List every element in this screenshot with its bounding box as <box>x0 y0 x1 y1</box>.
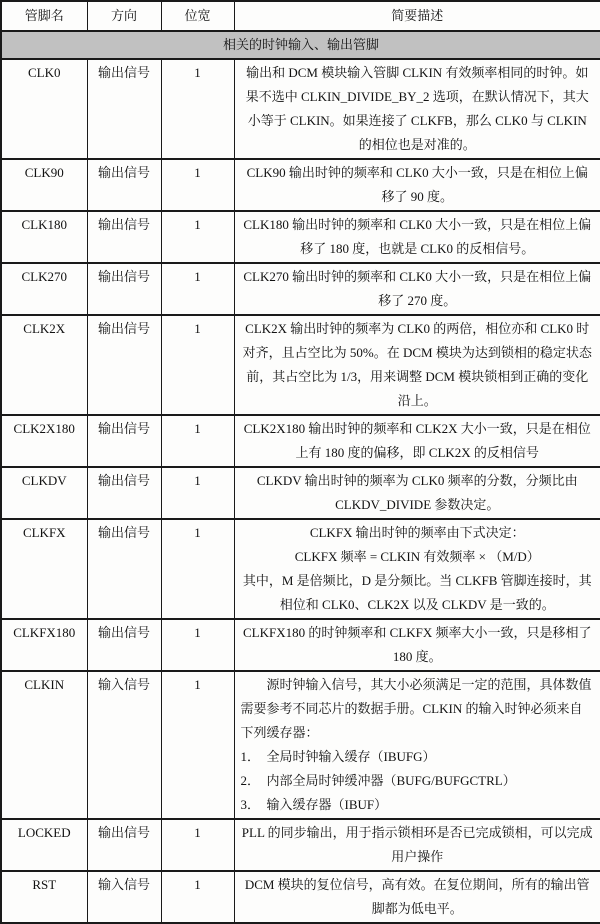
direction-cell: 输出信号 <box>87 819 161 871</box>
direction-cell: 输出信号 <box>87 467 161 519</box>
table-row <box>1 519 600 619</box>
pin-name-cell: CLKFX <box>1 519 87 619</box>
table-row <box>1 59 600 159</box>
table-row <box>1 315 600 415</box>
pin-name-cell: LOCKED <box>1 819 87 871</box>
description-cell <box>234 263 600 315</box>
column-header-bit-width: 位宽 <box>161 1 234 31</box>
bit-width-cell: 1 <box>161 263 234 315</box>
description-cell <box>234 619 600 671</box>
table-row <box>1 211 600 263</box>
description-paragraph: 2． 内部全局时钟缓冲器（BUFG/BUFGCTRL） <box>240 773 516 788</box>
description-paragraph: 输出和 DCM 模块输入管脚 CLKIN 有效频率相同的时钟。如果不选中 CLKIN_DIVIDE_BY_2 选项，在默认情况下，其大小等于 CLKIN。如果连接了 CLKFB，那么 CLK0 与 CLKIN 的相位也是对准的。 <box>245 65 589 152</box>
table-row <box>1 415 600 467</box>
bit-width-cell: 1 <box>161 519 234 619</box>
bit-width-cell: 1 <box>161 871 234 923</box>
pin-name-cell: CLK90 <box>1 159 87 211</box>
direction-cell: 输出信号 <box>87 59 161 159</box>
direction-cell: 输入信号 <box>87 871 161 923</box>
description-cell <box>234 671 600 819</box>
bit-width-cell: 1 <box>161 619 234 671</box>
table-row <box>1 619 600 671</box>
pin-name-cell: CLK180 <box>1 211 87 263</box>
direction-cell: 输出信号 <box>87 159 161 211</box>
description-cell <box>234 519 600 619</box>
description-cell <box>234 59 600 159</box>
description-paragraph: DCM 模块的复位信号，高有效。在复位期间，所有的输出管脚都为低电平。 <box>244 877 590 916</box>
pin-name-cell: CLK2X <box>1 315 87 415</box>
description-paragraph: 其中，M 是倍频比，D 是分频比。当 CLKFB 管脚连接时，其相位和 CLK0、CLK2X 以及 CLKDV 是一致的。 <box>242 573 592 612</box>
direction-cell: 输入信号 <box>87 671 161 819</box>
bit-width-cell: 1 <box>161 211 234 263</box>
column-header-pin-name: 管脚名 <box>1 1 87 31</box>
description-cell <box>234 211 600 263</box>
pin-name-cell: CLK2X180 <box>1 415 87 467</box>
direction-cell: 输出信号 <box>87 315 161 415</box>
bit-width-cell: 1 <box>161 819 234 871</box>
bit-width-cell: 1 <box>161 671 234 819</box>
description-cell <box>234 871 600 923</box>
direction-cell: 输出信号 <box>87 211 161 263</box>
table-row <box>1 671 600 819</box>
pin-name-cell: CLK270 <box>1 263 87 315</box>
table-row <box>1 871 600 923</box>
description-paragraph: CLK270 输出时钟的频率和 CLK0 大小一致，只是在相位上偏移了 270 度。 <box>243 269 592 308</box>
description-paragraph: 3． 输入缓存器（IBUF） <box>240 797 388 812</box>
table-row <box>1 467 600 519</box>
description-paragraph: CLK2X 输出时钟的频率为 CLK0 的两倍，相位亦和 CLK0 时对齐，且占空比为 50%。在 DCM 模块为达到锁相的稳定状态前，其占空比为 1/3，用来调整 DCM 模块锁相到正确的变化沿上。 <box>242 321 592 408</box>
bit-width-cell: 1 <box>161 159 234 211</box>
description-paragraph: CLK2X180 输出时钟的频率和 CLK2X 大小一致，只是在相位上有 180 度的偏移，即 CLK2X 的反相信号 <box>243 421 591 460</box>
bit-width-cell: 1 <box>161 467 234 519</box>
table-row <box>1 159 600 211</box>
pin-name-cell: CLK0 <box>1 59 87 159</box>
description-paragraph: CLK180 输出时钟的频率和 CLK0 大小一致，只是在相位上偏移了 180 度，也就是 CLK0 的反相信号。 <box>243 217 592 256</box>
description-paragraph: 1． 全局时钟输入缓存（IBUFG） <box>240 749 436 764</box>
description-paragraph: CLKDV 输出时钟的频率为 CLK0 频率的分数，分频比由 CLKDV_DIVIDE 参数决定。 <box>256 473 578 512</box>
table-row <box>1 263 600 315</box>
direction-cell: 输出信号 <box>87 263 161 315</box>
description-paragraph: CLK90 输出时钟的频率和 CLK0 大小一致，只是在相位上偏移了 90 度。 <box>246 165 588 204</box>
pin-name-cell: CLKFX180 <box>1 619 87 671</box>
direction-cell: 输出信号 <box>87 619 161 671</box>
pin-name-cell: CLKIN <box>1 671 87 819</box>
pin-name-cell: RST <box>1 871 87 923</box>
description-cell <box>234 415 600 467</box>
description-cell <box>234 819 600 871</box>
column-header-direction: 方向 <box>87 1 161 31</box>
bit-width-cell: 1 <box>161 415 234 467</box>
description-paragraph: CLKFX180 的时钟频率和 CLKFX 频率大小一致，只是移相了 180 度。 <box>243 625 592 664</box>
description-cell <box>234 315 600 415</box>
pin-name-cell: CLKDV <box>1 467 87 519</box>
section-header-label: 相关的时钟输入、输出管脚 <box>1 31 600 59</box>
table-body <box>1 59 600 923</box>
column-header-description: 简要描述 <box>234 1 600 31</box>
direction-cell: 输出信号 <box>87 415 161 467</box>
description-cell <box>234 159 600 211</box>
table-header-row <box>1 1 600 31</box>
description-paragraph: PLL 的同步输出，用于指示锁相环是否已完成锁相，可以完成用户操作 <box>241 825 593 864</box>
description-paragraph: 源时钟输入信号，其大小必须满足一定的范围，具体数值需要参考不同芯片的数据手册。CLKIN 的输入时钟必须来自下列缓存器： <box>240 677 592 740</box>
section-header-row <box>1 31 600 59</box>
table-row <box>1 819 600 871</box>
bit-width-cell: 1 <box>161 59 234 159</box>
description-paragraph: CLKFX 频率 = CLKIN 有效频率 × （M/D） <box>294 549 540 564</box>
direction-cell: 输出信号 <box>87 519 161 619</box>
description-cell <box>234 467 600 519</box>
description-paragraph: CLKFX 输出时钟的频率由下式决定： <box>309 525 525 540</box>
bit-width-cell: 1 <box>161 315 234 415</box>
